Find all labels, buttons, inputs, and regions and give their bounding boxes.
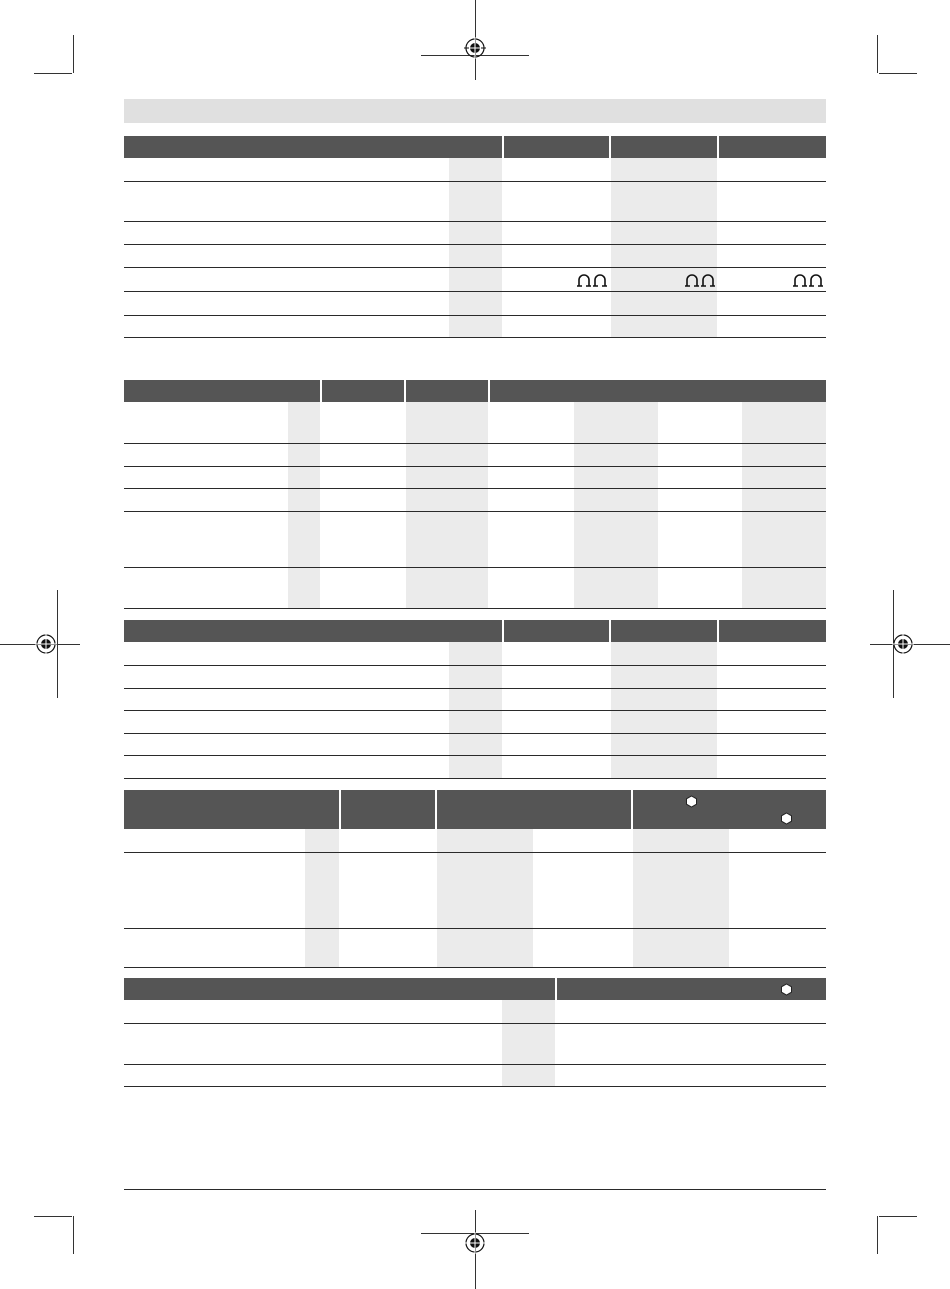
crop-mark [879, 1216, 917, 1217]
row-rule [124, 967, 826, 968]
header-separator [555, 978, 557, 1000]
registration-mark-icon [892, 633, 914, 655]
shaded-value-column [574, 402, 658, 608]
table-header-bar [124, 136, 826, 158]
row-rule [124, 315, 826, 316]
crop-mark [34, 1216, 72, 1217]
header-separator [717, 620, 719, 642]
header-separator [435, 790, 437, 829]
rotation-direction-icon [576, 272, 608, 288]
row-rule [124, 443, 826, 444]
row-rule [124, 1023, 826, 1024]
row-rule [124, 221, 826, 222]
header-separator [717, 136, 719, 158]
hex-nut-icon [685, 795, 698, 808]
hex-nut-icon [780, 983, 793, 996]
header-separator [320, 380, 322, 402]
row-rule [124, 267, 826, 268]
rotation-direction-icon [792, 272, 824, 288]
header-separator [502, 620, 504, 642]
row-rule [124, 337, 826, 338]
shaded-value-column [406, 402, 488, 608]
row-rule [124, 852, 826, 853]
footer-rule [124, 1189, 826, 1190]
header-separator [502, 136, 504, 158]
shaded-value-column [633, 829, 729, 967]
header-separator [339, 790, 341, 829]
shaded-value-column [611, 158, 717, 337]
crop-mark [34, 73, 72, 74]
unit-column [288, 402, 320, 608]
row-rule [124, 466, 826, 467]
table-header-bar [124, 380, 826, 402]
unit-column [305, 829, 339, 967]
row-rule [124, 567, 826, 568]
unit-column [502, 1000, 555, 1086]
registration-mark-icon [35, 633, 57, 655]
rotation-direction-icon [684, 272, 716, 288]
row-rule [124, 665, 826, 666]
row-rule [124, 778, 826, 779]
registration-mark-icon [464, 1232, 486, 1254]
row-rule [124, 488, 826, 489]
header-separator [609, 136, 611, 158]
row-rule [124, 608, 826, 609]
shaded-value-column [437, 829, 533, 967]
hex-nut-icon [780, 812, 793, 825]
registration-mark-icon [464, 37, 486, 59]
row-rule [124, 755, 826, 756]
crop-mark [877, 35, 878, 73]
unit-column [449, 158, 502, 337]
row-rule [124, 710, 826, 711]
header-separator [488, 380, 490, 402]
row-rule [124, 181, 826, 182]
crop-mark [879, 73, 917, 74]
header-separator [631, 790, 633, 829]
row-rule [124, 688, 826, 689]
header-separator [404, 380, 406, 402]
crop-mark [73, 1216, 74, 1254]
row-rule [124, 244, 826, 245]
row-rule [124, 733, 826, 734]
row-rule [124, 1064, 826, 1065]
row-rule [124, 1086, 826, 1087]
row-rule [124, 291, 826, 292]
crop-mark [877, 1216, 878, 1254]
shaded-value-column [742, 402, 826, 608]
table-header-bar [124, 790, 826, 829]
crop-mark [73, 35, 74, 73]
header-separator [609, 620, 611, 642]
table-header-bar [124, 978, 826, 1000]
page-header-band [124, 99, 826, 123]
row-rule [124, 928, 826, 929]
row-rule [124, 511, 826, 512]
table-header-bar [124, 620, 826, 642]
